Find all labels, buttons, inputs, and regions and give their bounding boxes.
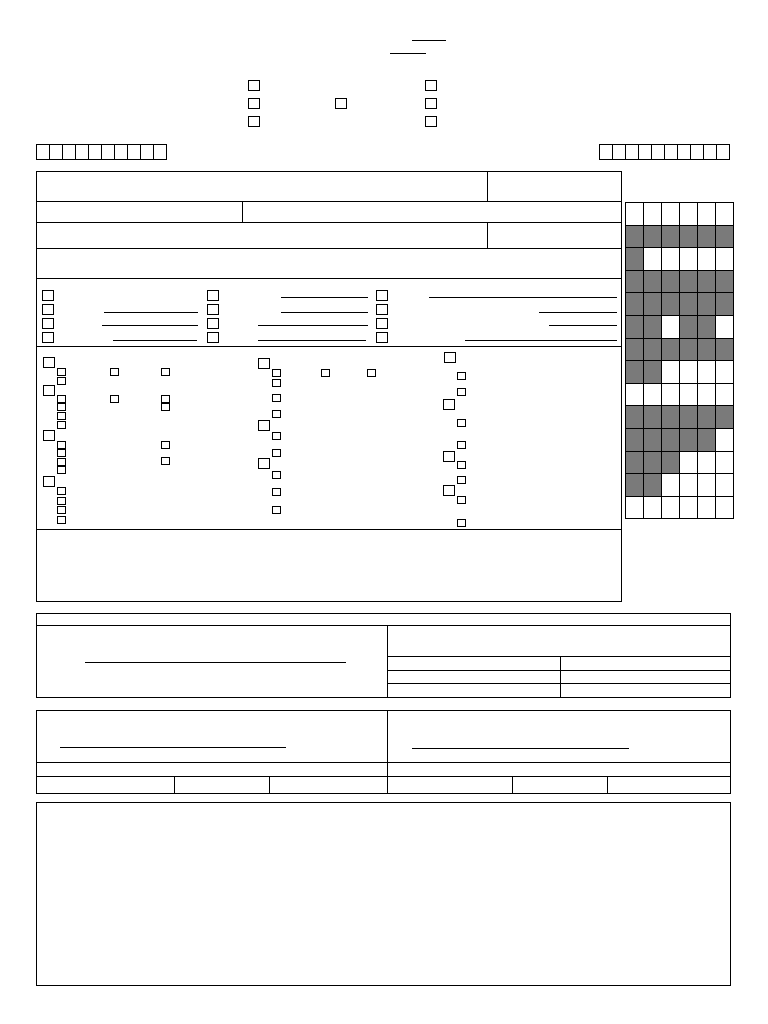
checkbox[interactable]	[248, 98, 260, 109]
grid-cell	[715, 338, 734, 362]
checkbox[interactable]	[57, 506, 66, 514]
grid-cell	[715, 496, 734, 520]
checkbox[interactable]	[258, 420, 270, 431]
grid-cell	[625, 473, 644, 497]
grid-cell	[643, 225, 662, 249]
grid-cell	[697, 270, 716, 294]
checkbox[interactable]	[57, 368, 66, 376]
field-underline[interactable]	[281, 312, 368, 313]
grid-cell	[679, 270, 698, 294]
checkbox[interactable]	[272, 379, 281, 387]
signature-line[interactable]	[60, 747, 286, 748]
grid-cell	[697, 202, 716, 226]
grid-cell	[661, 428, 680, 452]
col-divider	[387, 710, 388, 794]
grid-cell	[661, 473, 680, 497]
grid-cell	[661, 360, 680, 384]
grid-cell	[625, 405, 644, 429]
row-divider	[36, 625, 731, 626]
checkbox[interactable]	[425, 80, 437, 91]
grid-cell	[643, 202, 662, 226]
grid-cell	[643, 428, 662, 452]
grid-cell	[661, 292, 680, 316]
digit-cell[interactable]	[599, 144, 613, 160]
grid-cell	[697, 292, 716, 316]
row-divider	[36, 201, 622, 202]
grid-cell	[661, 496, 680, 520]
row-divider	[387, 656, 731, 657]
checkbox[interactable]	[335, 98, 347, 109]
checkbox[interactable]	[42, 304, 54, 315]
grid-cell	[661, 315, 680, 339]
checkbox[interactable]	[161, 403, 170, 411]
col-divider	[387, 625, 388, 698]
checkbox[interactable]	[161, 457, 170, 465]
checkbox[interactable]	[43, 385, 55, 396]
checkbox[interactable]	[443, 451, 455, 462]
grid-cell	[679, 292, 698, 316]
grid-cell	[625, 338, 644, 362]
row-divider	[387, 670, 731, 671]
grid-cell	[679, 360, 698, 384]
col-divider	[269, 776, 270, 794]
checkbox[interactable]	[444, 352, 456, 363]
checkbox[interactable]	[272, 488, 281, 496]
checkbox[interactable]	[43, 430, 55, 441]
digit-cell[interactable]	[677, 144, 691, 160]
grid-cell	[679, 383, 698, 407]
row-divider	[36, 222, 622, 223]
grid-cell	[661, 383, 680, 407]
grid-cell	[679, 473, 698, 497]
grid-cell	[715, 292, 734, 316]
checkbox[interactable]	[207, 332, 219, 343]
grid-cell	[715, 270, 734, 294]
digit-cell[interactable]	[703, 144, 717, 160]
grid-cell	[679, 225, 698, 249]
checkbox[interactable]	[57, 487, 66, 495]
grid-cell	[697, 247, 716, 271]
field-underline[interactable]	[102, 325, 198, 326]
row-divider	[36, 278, 622, 279]
grid-cell	[679, 247, 698, 271]
grid-cell	[643, 270, 662, 294]
grid-cell	[643, 405, 662, 429]
grid-cell	[625, 360, 644, 384]
grid-cell	[625, 451, 644, 475]
row-divider	[387, 683, 731, 684]
field-underline[interactable]	[258, 325, 368, 326]
grid-cell	[679, 338, 698, 362]
grid-cell	[643, 247, 662, 271]
checkbox[interactable]	[457, 461, 466, 469]
grid-cell	[715, 360, 734, 384]
grid-cell	[625, 270, 644, 294]
digit-cell[interactable]	[625, 144, 639, 160]
grid-cell	[625, 383, 644, 407]
checkbox[interactable]	[457, 441, 466, 449]
grid-cell	[643, 473, 662, 497]
checkbox[interactable]	[57, 497, 66, 505]
grid-cell	[697, 360, 716, 384]
grid-cell	[661, 405, 680, 429]
checkbox[interactable]	[57, 441, 66, 449]
grid-cell	[625, 247, 644, 271]
digit-cell[interactable]	[612, 144, 626, 160]
digit-cell[interactable]	[153, 144, 167, 160]
digit-cell[interactable]	[75, 144, 89, 160]
grid-cell	[643, 292, 662, 316]
grid-cell	[643, 451, 662, 475]
digit-cell[interactable]	[140, 144, 154, 160]
digit-cell[interactable]	[101, 144, 115, 160]
checkbox[interactable]	[443, 485, 455, 496]
grid-cell	[643, 496, 662, 520]
checkbox[interactable]	[57, 412, 66, 420]
grid-cell	[643, 338, 662, 362]
checkbox[interactable]	[272, 369, 281, 377]
checkbox[interactable]	[161, 441, 170, 449]
grid-cell	[625, 225, 644, 249]
grid-cell	[679, 496, 698, 520]
header-line-bottom	[390, 53, 426, 54]
field-underline[interactable]	[539, 312, 617, 313]
col-divider	[242, 201, 243, 222]
checkbox[interactable]	[321, 369, 330, 377]
checkbox[interactable]	[272, 471, 281, 479]
grid-cell	[661, 270, 680, 294]
grid-cell	[625, 315, 644, 339]
digit-cell[interactable]	[114, 144, 128, 160]
field-underline[interactable]	[258, 340, 366, 341]
field-underline[interactable]	[429, 297, 617, 298]
signature-line[interactable]	[412, 748, 629, 749]
digit-cell[interactable]	[664, 144, 678, 160]
grid-cell	[697, 496, 716, 520]
checkbox[interactable]	[376, 318, 388, 329]
grid-cell	[661, 202, 680, 226]
grid-cell	[715, 202, 734, 226]
checkbox[interactable]	[110, 368, 119, 376]
checkbox[interactable]	[376, 304, 388, 315]
digit-cell[interactable]	[88, 144, 102, 160]
grid-cell	[661, 338, 680, 362]
checkbox[interactable]	[207, 304, 219, 315]
checkbox[interactable]	[43, 357, 55, 368]
grid-cell	[661, 225, 680, 249]
signature-line[interactable]	[85, 662, 346, 663]
main-form	[36, 171, 622, 602]
col-divider	[512, 776, 513, 794]
grid-cell	[697, 225, 716, 249]
grid-cell	[715, 225, 734, 249]
checkbox[interactable]	[110, 395, 119, 403]
grid-cell	[643, 315, 662, 339]
grid-cell	[625, 292, 644, 316]
digit-cell[interactable]	[62, 144, 76, 160]
field-underline[interactable]	[465, 340, 617, 341]
checkbox[interactable]	[42, 290, 54, 301]
grid-cell	[679, 405, 698, 429]
checkbox[interactable]	[57, 449, 66, 457]
grid-cell	[715, 428, 734, 452]
col-divider	[560, 656, 561, 698]
grid-cell	[697, 428, 716, 452]
checkbox[interactable]	[57, 458, 66, 466]
checkbox[interactable]	[457, 388, 466, 396]
grid-cell	[625, 428, 644, 452]
grid-cell	[697, 473, 716, 497]
checkbox[interactable]	[457, 519, 466, 527]
checkbox[interactable]	[367, 369, 376, 377]
checkbox[interactable]	[457, 372, 466, 380]
checkbox[interactable]	[43, 476, 55, 487]
grid-cell	[643, 360, 662, 384]
left-digit-field[interactable]	[36, 144, 170, 160]
col-divider	[174, 776, 175, 794]
grid-cell	[715, 383, 734, 407]
checkbox[interactable]	[258, 458, 270, 469]
checkbox[interactable]	[272, 394, 281, 402]
checkbox[interactable]	[376, 290, 388, 301]
grid-cell	[697, 315, 716, 339]
field-underline[interactable]	[281, 297, 368, 298]
grid-cell	[661, 247, 680, 271]
checkbox[interactable]	[248, 80, 260, 91]
row-divider	[36, 248, 622, 249]
checkbox[interactable]	[425, 116, 437, 127]
grid-cell	[697, 405, 716, 429]
row-divider	[36, 776, 731, 777]
checkbox[interactable]	[207, 318, 219, 329]
digit-cell[interactable]	[690, 144, 704, 160]
field-underline[interactable]	[113, 340, 197, 341]
checkbox[interactable]	[57, 395, 66, 403]
checkbox[interactable]	[272, 432, 281, 440]
checkbox[interactable]	[42, 318, 54, 329]
checkbox[interactable]	[161, 368, 170, 376]
grid-cell	[625, 496, 644, 520]
digit-cell[interactable]	[638, 144, 652, 160]
digit-cell[interactable]	[49, 144, 63, 160]
grid-cell	[697, 383, 716, 407]
checkbox[interactable]	[161, 395, 170, 403]
checkbox[interactable]	[42, 332, 54, 343]
checkbox[interactable]	[376, 332, 388, 343]
right-digit-field[interactable]	[599, 144, 732, 160]
grid-cell	[661, 451, 680, 475]
grid-cell	[697, 338, 716, 362]
checkbox[interactable]	[57, 403, 66, 411]
dual-signature-section	[36, 710, 731, 794]
grid-cell	[643, 383, 662, 407]
grid-cell	[697, 451, 716, 475]
checkbox[interactable]	[457, 476, 466, 484]
digit-cell[interactable]	[651, 144, 665, 160]
checkbox[interactable]	[258, 358, 270, 369]
grid-cell	[625, 202, 644, 226]
col-divider	[487, 222, 488, 248]
remarks-box[interactable]	[36, 802, 731, 986]
checkbox[interactable]	[272, 506, 281, 514]
checkbox[interactable]	[457, 496, 466, 504]
grid-cell	[679, 202, 698, 226]
grid-cell	[715, 315, 734, 339]
row-divider	[36, 529, 622, 530]
digit-cell[interactable]	[127, 144, 141, 160]
row-divider	[36, 346, 622, 347]
digit-cell[interactable]	[36, 144, 50, 160]
field-underline[interactable]	[549, 325, 617, 326]
checkbox[interactable]	[443, 399, 455, 410]
checkbox[interactable]	[57, 466, 66, 474]
col-divider	[607, 776, 608, 794]
grid-cell	[679, 428, 698, 452]
grid-cell	[715, 473, 734, 497]
checkbox[interactable]	[57, 377, 66, 385]
digit-cell[interactable]	[716, 144, 730, 160]
checkbox[interactable]	[272, 410, 281, 418]
side-grid	[625, 202, 735, 520]
checkbox[interactable]	[272, 449, 281, 457]
grid-cell	[679, 315, 698, 339]
checkbox[interactable]	[57, 421, 66, 429]
checkbox[interactable]	[207, 290, 219, 301]
checkbox[interactable]	[248, 116, 260, 127]
checkbox[interactable]	[425, 98, 437, 109]
header-line-top	[412, 40, 446, 41]
row-divider	[36, 762, 731, 763]
col-divider	[487, 171, 488, 201]
checkbox[interactable]	[57, 516, 66, 524]
grid-cell	[715, 451, 734, 475]
field-underline[interactable]	[104, 312, 198, 313]
grid-cell	[715, 405, 734, 429]
grid-cell	[679, 451, 698, 475]
grid-cell	[715, 247, 734, 271]
checkbox[interactable]	[457, 419, 466, 427]
